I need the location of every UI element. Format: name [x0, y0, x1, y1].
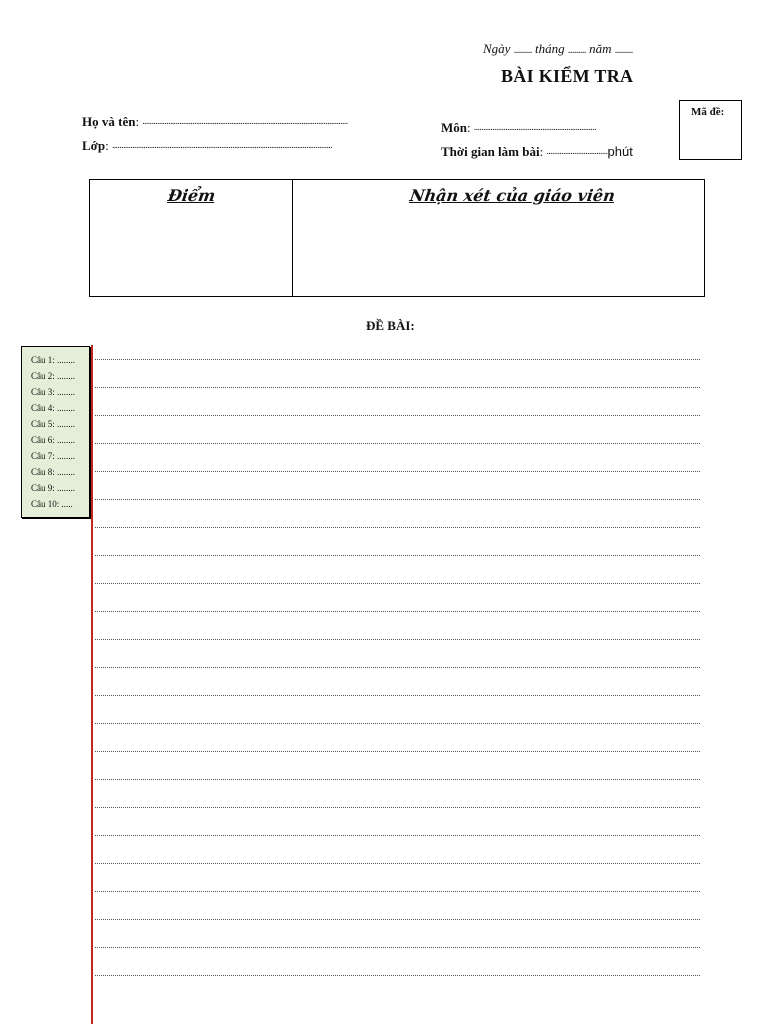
- answer-item[interactable]: Câu 1: ........: [31, 355, 75, 365]
- time-label: Thời gian làm bài: [441, 144, 540, 159]
- writing-line: [95, 891, 700, 892]
- writing-line: [95, 947, 700, 948]
- margin-line: [91, 345, 93, 1024]
- subject-label: Môn: [441, 120, 467, 135]
- subject-blank[interactable]: ..................................................................: [473, 122, 596, 132]
- answer-box: [21, 346, 90, 518]
- writing-line: [95, 835, 700, 836]
- time-field[interactable]: Thời gian làm bài: .................................phút: [441, 144, 633, 159]
- month-label: tháng: [534, 41, 565, 56]
- answer-item[interactable]: Câu 3: ........: [31, 387, 75, 397]
- writing-line: [95, 919, 700, 920]
- year-blank: .........: [614, 45, 633, 56]
- writing-line: [95, 751, 700, 752]
- exam-code-box[interactable]: [679, 100, 742, 160]
- day-label: Ngày: [483, 41, 511, 56]
- writing-line: [95, 471, 700, 472]
- time-blank[interactable]: .................................: [546, 146, 608, 156]
- class-field[interactable]: Lớp: .......................................................................................................................: [82, 138, 333, 153]
- writing-line: [95, 975, 700, 976]
- answer-item[interactable]: Câu 7: ........: [31, 451, 75, 461]
- score-table-divider: [292, 180, 293, 296]
- writing-line: [95, 415, 700, 416]
- writing-line: [95, 359, 700, 360]
- answer-item[interactable]: Câu 9: ........: [31, 483, 75, 493]
- date-line: [483, 41, 633, 57]
- page-title: BÀI KIỂM TRA: [501, 66, 634, 86]
- exam-code-label: Mã đề:: [691, 106, 725, 118]
- writing-line: [95, 807, 700, 808]
- subject-field[interactable]: Môn: ..................................................................: [441, 120, 596, 135]
- name-label: Họ và tên: [82, 114, 136, 129]
- answer-item[interactable]: Câu 5: ........: [31, 419, 75, 429]
- question-section-title: ĐỀ BÀI:: [366, 318, 415, 333]
- writing-line: [95, 443, 700, 444]
- score-header: Điểm: [166, 186, 217, 205]
- writing-line: [95, 667, 700, 668]
- score-table: [89, 179, 705, 297]
- teacher-comment-header: Nhận xét của giáo viên: [408, 186, 617, 205]
- answer-item[interactable]: Câu 2: ........: [31, 371, 75, 381]
- answer-item[interactable]: Câu 4: ........: [31, 403, 75, 413]
- writing-line: [95, 639, 700, 640]
- answer-item[interactable]: Câu 6: ........: [31, 435, 75, 445]
- name-field[interactable]: Họ và tên: ...............................................................................................................: [82, 114, 348, 129]
- class-blank[interactable]: .......................................................................................................................: [111, 140, 333, 150]
- writing-line: [95, 695, 700, 696]
- answer-item[interactable]: Câu 8: ........: [31, 467, 75, 477]
- day-blank: .........: [513, 45, 532, 56]
- answer-item[interactable]: Câu 10: .....: [31, 499, 73, 509]
- month-blank: .........: [567, 45, 586, 56]
- time-unit: phút: [607, 144, 633, 159]
- writing-line: [95, 611, 700, 612]
- writing-line: [95, 779, 700, 780]
- writing-line: [95, 527, 700, 528]
- class-label: Lớp: [82, 138, 106, 153]
- writing-line: [95, 863, 700, 864]
- year-label: năm: [589, 41, 612, 56]
- name-blank[interactable]: ...............................................................................................................: [142, 116, 348, 126]
- writing-line: [95, 555, 700, 556]
- writing-line: [95, 583, 700, 584]
- writing-line: [95, 723, 700, 724]
- writing-line: [95, 499, 700, 500]
- writing-line: [95, 387, 700, 388]
